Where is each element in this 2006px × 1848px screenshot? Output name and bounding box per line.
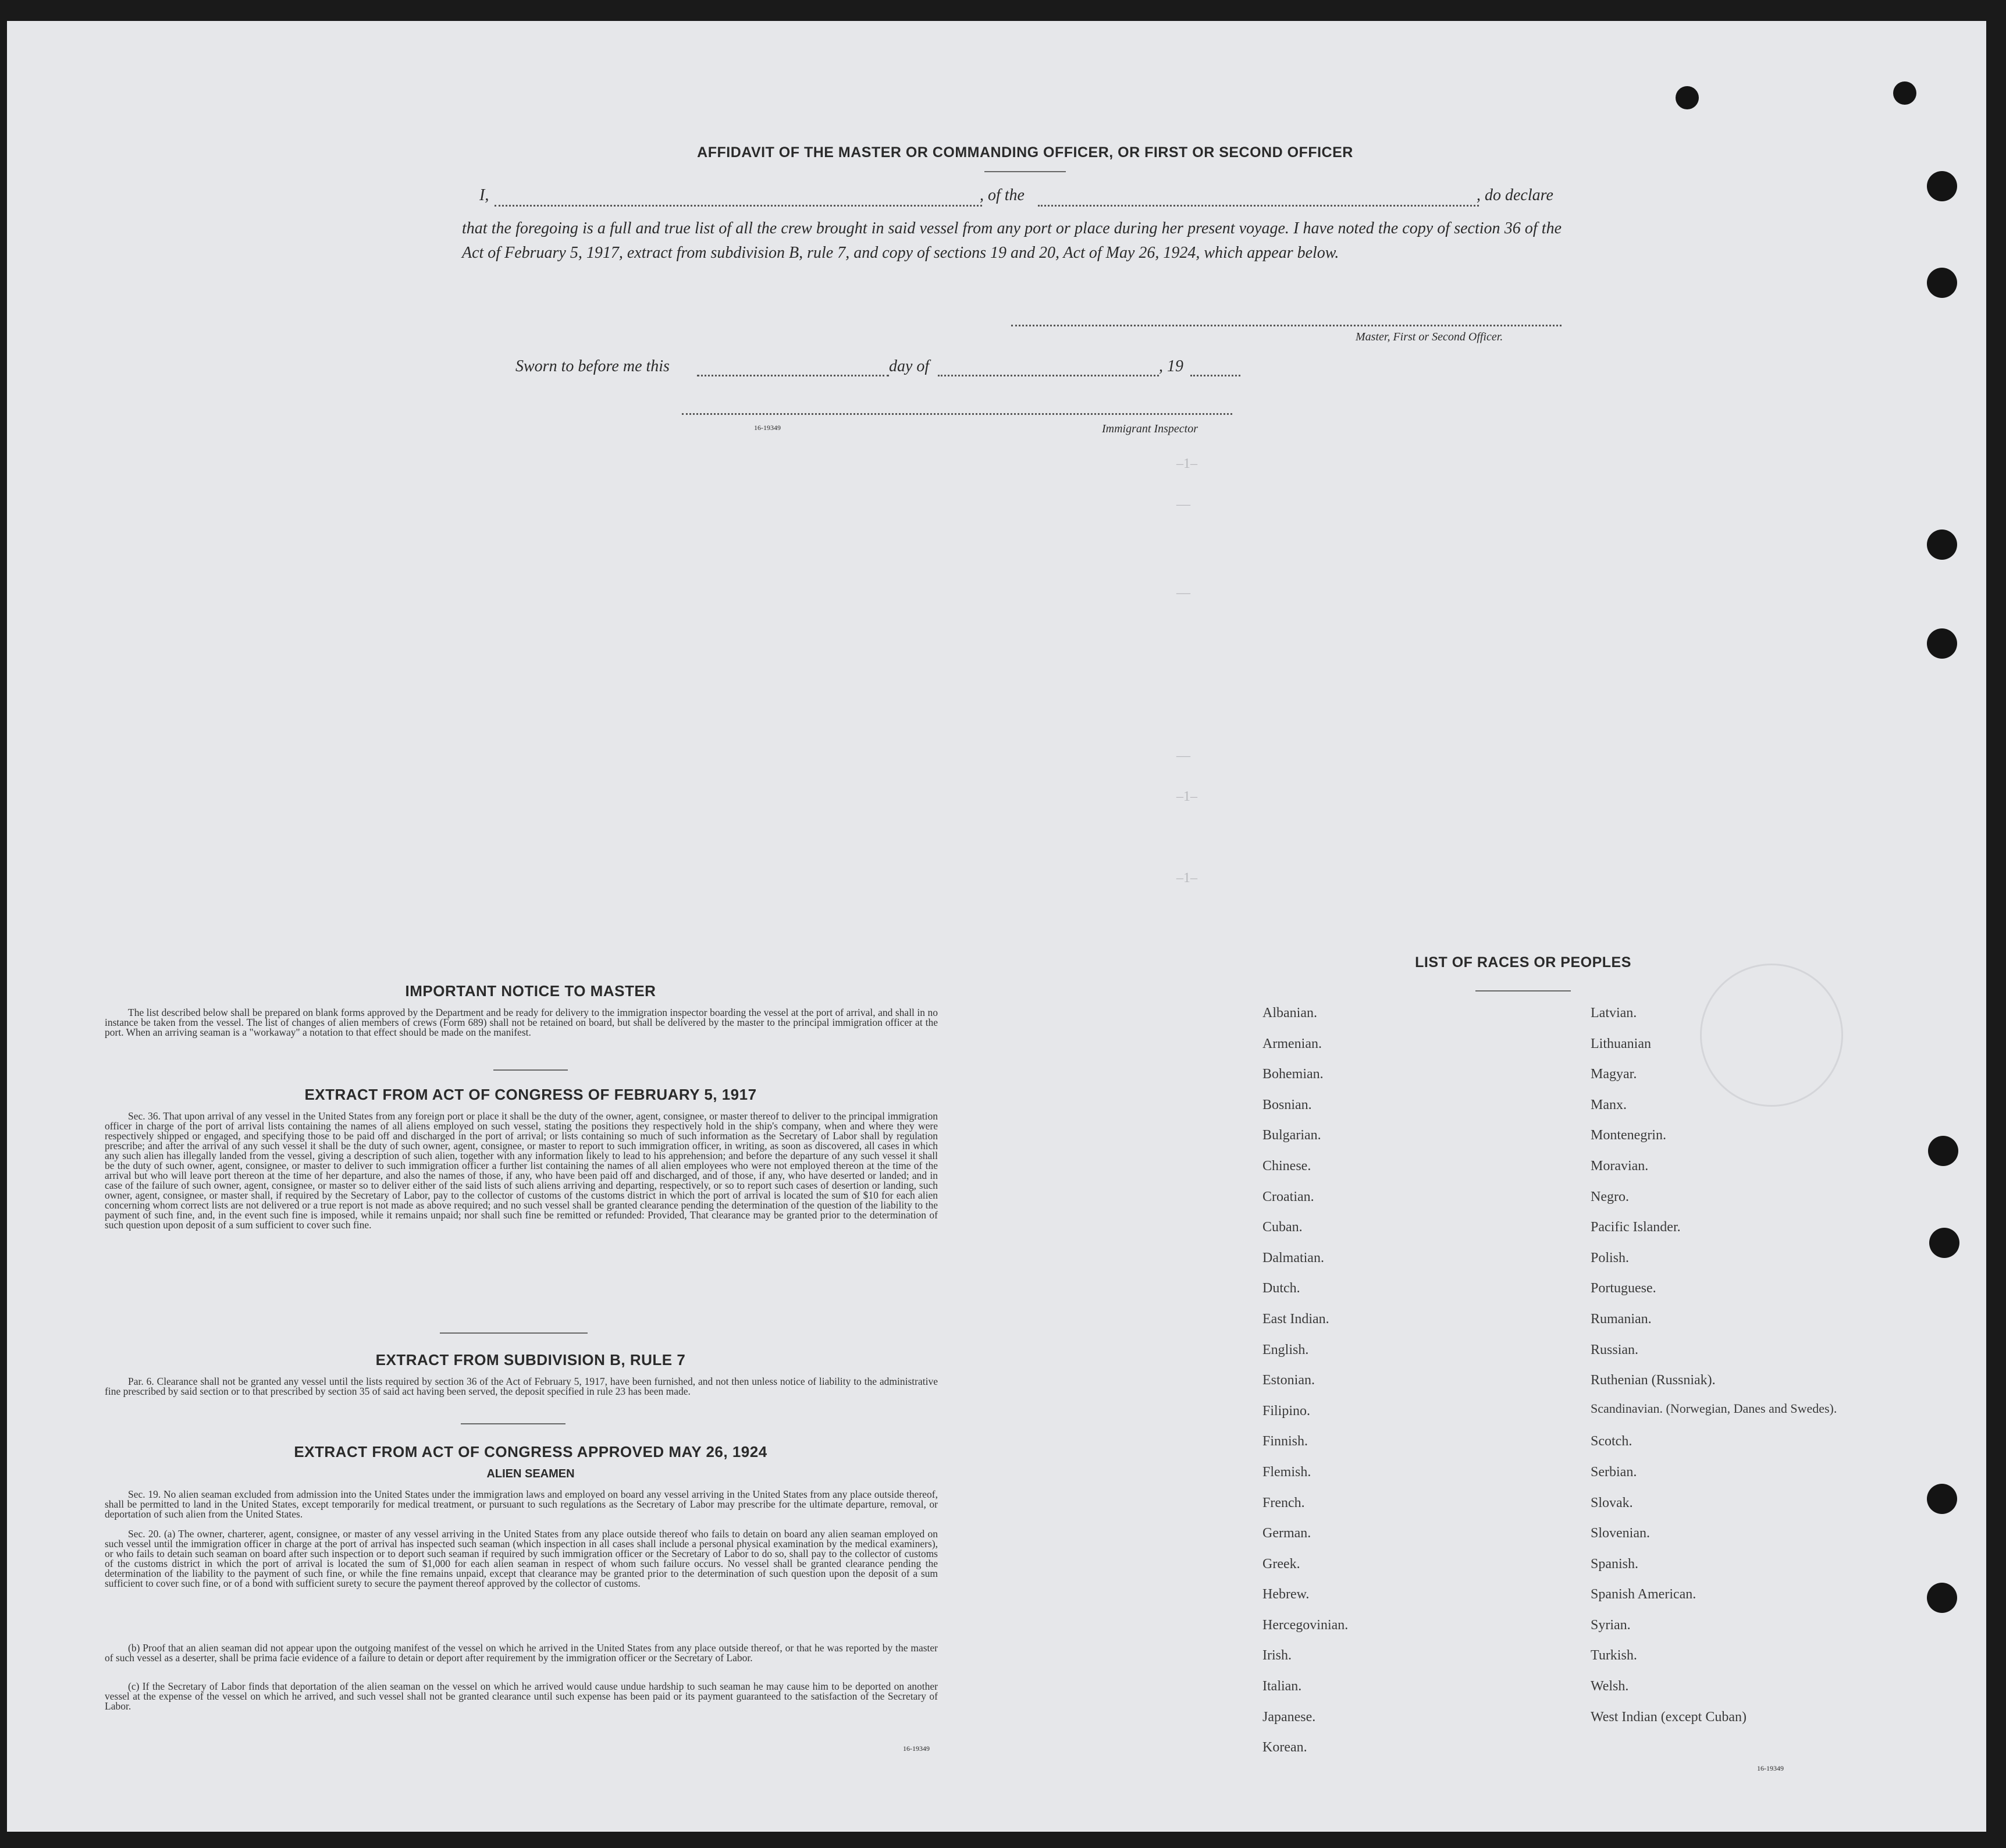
race-list-item: Montenegrin. [1591,1128,1666,1143]
race-list-item: Chinese. [1262,1158,1311,1174]
section-divider [493,1069,568,1071]
race-list-item: Albanian. [1262,1005,1317,1021]
race-list-item: Serbian. [1591,1464,1637,1480]
year-prefix: , 19 [1159,357,1183,375]
races-title: LIST OF RACES OR PEOPLES [1415,954,1631,971]
race-list-item: Portuguese. [1591,1281,1656,1296]
race-list-item: Filipino. [1262,1403,1311,1419]
title-divider [984,171,1066,172]
race-list-item: Bulgarian. [1262,1128,1321,1143]
sec19-text: Sec. 19. No alien seaman excluded from admission into the United States under the immigration laws and employed on board any vessel arriving in the United States from any place outside thereof, shall be permitted to land in the United States, except temporarily for medical treatment, or pursuant to such regulations as the Secretary of Labor may prescribe for the ultimate departure, removal, or deportation of such alien from the United States. [105,1488,938,1520]
punch-hole-icon [1927,268,1957,298]
races-right-column [1591,1004,1837,1739]
punch-hole-icon [1928,1136,1958,1166]
notice-text: The list described below shall be prepared on blank forms approved by the Department and be ready for delivery to the immigration inspector boarding the vessel at the port of arrival, and shall in no instance be taken from the vessel. The list of changes of alien members of crews (Form 689) shall not be retained on board, but shall be delivered by the master to the principal immigration officer at the port. When an arriving seaman is a "workaway" a notation to that effect should be made on the manifest. [105,1007,938,1038]
race-list-item: Armenian. [1262,1036,1322,1051]
race-list-item: Dalmatian. [1262,1250,1324,1266]
race-list-item: Manx. [1591,1097,1627,1113]
race-list-item: English. [1262,1342,1309,1357]
affidavit-title: AFFIDAVIT OF THE MASTER OR COMMANDING OFFICER, OR FIRST OR SECOND OFFICER [697,144,1353,161]
race-list-item: Spanish. [1591,1556,1639,1572]
bleed-through-mark: –1– [1176,789,1197,804]
day-of-label: day of [889,357,930,375]
race-list-item: East Indian. [1262,1311,1329,1327]
race-list-item: Dutch. [1262,1281,1300,1296]
race-list-item: Turkish. [1591,1648,1637,1664]
signature-line[interactable] [1011,325,1562,326]
race-list-item: Greek. [1262,1556,1300,1572]
sworn-year-field[interactable] [1190,375,1240,376]
races-form-number: 16-19349 [1757,1764,1784,1772]
race-list-item: Russian. [1591,1342,1639,1357]
race-list-item: Hebrew. [1262,1587,1310,1602]
race-list-item: Lithuanian [1591,1036,1651,1051]
race-list-item: Syrian. [1591,1617,1631,1633]
punch-hole-icon [1927,171,1957,201]
affidavit-form-number: 16-19349 [754,424,781,432]
races-divider [1475,990,1571,991]
races-left-column [1262,1004,1348,1769]
race-list-item: Scotch. [1591,1434,1632,1449]
race-list-item: French. [1262,1495,1305,1511]
bleed-through-mark: –– [1176,585,1190,600]
extract-1917-title: EXTRACT FROM ACT OF CONGRESS OF FEBRUARY 5, 1917 [304,1086,757,1103]
race-list-item: Finnish. [1262,1434,1308,1449]
race-list-item: Latvian. [1591,1005,1637,1021]
affidavit-body: that the foregoing is a full and true list of all the crew brought in said vessel from any port or place during her present voyage. I have noted the copy of section 36 of the Act of February 5, 1917, extract from subdivision B, rule 7, and copy of sections 19 and 20, Act of May 26, 1924, which appear below. [462,219,1562,262]
extract-rule7-text: Par. 6. Clearance shall not be granted any vessel until the lists required by section 36 of the Act of February 5, 1917, have been furnished, and not then unless notice of liability to the administrative fine prescribed by said section or to that prescribed by section 35 of said act having been served, the deposit specified in rule 23 has been made. [105,1376,938,1397]
punch-hole-icon [1893,81,1916,105]
extract-1924-title: EXTRACT FROM ACT OF CONGRESS APPROVED MAY 26, 1924 [294,1443,767,1460]
section-divider [461,1423,565,1424]
sec20a-text: Sec. 20. (a) The owner, charterer, agent, consignee, or master of any vessel arriving in the United States from any place outside thereof who fails to detain on board any alien seaman employed on such vessel until the immigration officer in charge at the port of arrival has inspected such seaman (which inspection in all cases shall include a personal physical examination by the medical examiners), or who fails to detain such seaman on board after such inspection or to deport such seaman if required by such immigration officer or the Secretary of Labor to do so, shall pay to the collector of customs of the customs district in which the port of arrival is located the sum of $1,000 for each alien seaman in respect of whom such failure occurs. No vessel shall be granted clearance pending the determination of the liability to the payment of such fine, or while the fine remains unpaid, except that clearance may be granted prior to the determination of such question upon the deposit of a sum sufficient to cover such fine, or of a bond with sufficient surety to secure the payment thereof approved by the collector of customs. [105,1528,938,1589]
sec20b-text: (b) Proof that an alien seaman did not appear upon the outgoing manifest of the vessel on which he arrived in the United States from any place outside thereof, or that he was reported by the master of such vessel as a deserter, shall be prima facie evidence of a failure to detain or deport after requirement by the immigration officer or the Secretary of Labor. [105,1642,938,1664]
extract-1917-text: Sec. 36. That upon arrival of any vessel in the United States from any foreign port or place it shall be the duty of the owner, agent, consignee, or master thereof to deliver to the principal immigration officer in charge of the port of arrival lists containing the names of all aliens employed on such vessel, stating the positions they respectively hold in the ship's company, when and where they were respectively shipped or engaged, and specifying those to be paid off and discharged in the port of arrival; or lists containing so much of such information as the Secretary of Labor shall by regulation prescribe; and after the arrival of any such vessel it shall be the duty of such owner, agent, consignee, or master to report to such immigration officer, in writing, as soon as discovered, all cases in which any such alien has illegally landed from the vessel, giving a description of such alien, together with any information likely to lead to his apprehension; and before the departure of any such vessel it shall be the duty of such owner, agent, consignee, or master to deliver to such immigration officer a further list containing the names of all alien employees who were not employed thereon at the time of the arrival but who will leave port thereon at the time of her departure, and also the names of those, if any, who have been paid off and discharged, and of those, if any, who have deserted or landed; and in case of the failure of such owner, agent, consignee, or master so to deliver either of the said lists of such aliens arriving and departing, respectively, or so to report such cases of desertion or landing, such owner, agent, consignee, or master shall, if required by the Secretary of Labor, pay to the collector of customs of the customs district in which the port of arrival is located the sum of $10 for each alien concerning whom correct lists are not delivered or a true report is not made as above required; and no such vessel shall be granted clearance pending the determination of the question of the liability to the payment of such fine, and, in the event such fine is imposed, while it remains unpaid; nor shall such fine be remitted or refunded: Provided, That clearance may be granted prior to the determination of such question upon deposit of a sum sufficient to cover such fine. [105,1110,938,1231]
race-list-item: Bosnian. [1262,1097,1312,1113]
punch-hole-icon [1676,86,1699,109]
race-list-item: Ruthenian (Russniak). [1591,1373,1716,1388]
race-list-item: Spanish American. [1591,1587,1696,1602]
punch-hole-icon [1927,1583,1957,1613]
race-list-item: Irish. [1262,1648,1292,1664]
race-list-item: Flemish. [1262,1464,1311,1480]
race-list-item: Slovak. [1591,1495,1633,1511]
inspector-label: Immigrant Inspector [1102,422,1198,435]
inspector-signature-line[interactable] [682,413,1232,415]
punch-hole-icon [1929,1228,1959,1258]
race-list-item: Estonian. [1262,1373,1315,1388]
punch-hole-icon [1927,628,1957,659]
race-list-item: West Indian (except Cuban) [1591,1709,1747,1725]
affidavit-do-declare: , do declare [1477,186,1553,204]
bleed-through-mark: –1– [1176,870,1197,886]
signature-label: Master, First or Second Officer. [1356,330,1503,343]
race-list-item: Hercegovinian. [1262,1617,1349,1633]
race-list-item: Slovenian. [1591,1526,1650,1541]
sec20c-text: (c) If the Secretary of Labor finds that deportation of the alien seaman on the vessel on which he arrived would cause undue hardship to such seaman he may cause him to be deported on another vessel at the expense of the vessel on which he arrived, and such vessel shall not be granted clearance until such expense has been paid or its payment guaranteed to the satisfaction of the Secretary of Labor. [105,1680,938,1712]
race-list-item: Pacific Islander. [1591,1220,1681,1235]
race-list-item: Magyar. [1591,1067,1637,1082]
race-list-item: Scandinavian. (Norwegian, Danes and Swedes). [1591,1401,1837,1416]
extract-1924-subtitle: ALIEN SEAMEN [486,1467,575,1480]
race-list-item: Moravian. [1591,1158,1649,1174]
race-list-item: Rumanian. [1591,1311,1652,1327]
race-list-item: Cuban. [1262,1220,1303,1235]
affidavit-of-the: , of the [980,186,1025,204]
punch-hole-icon [1927,529,1957,560]
race-list-item: Welsh. [1591,1679,1629,1694]
section-divider [440,1332,588,1334]
race-list-item: Japanese. [1262,1709,1316,1725]
document-page [7,21,1986,1832]
race-list-item: Korean. [1262,1740,1307,1755]
affidavit-i-prefix: I, [479,186,489,204]
notice-title: IMPORTANT NOTICE TO MASTER [405,982,656,1000]
declarant-name-field[interactable] [495,205,982,207]
race-list-item: Bohemian. [1262,1067,1324,1082]
bleed-through-mark: –– [1176,497,1190,512]
race-list-item: Croatian. [1262,1189,1314,1204]
race-list-item: Italian. [1262,1679,1302,1694]
sworn-day-field[interactable] [697,375,889,376]
sworn-prefix: Sworn to before me this [515,357,670,375]
sworn-month-field[interactable] [938,375,1159,376]
bleed-through-mark: –– [1176,748,1190,763]
race-list-item: Negro. [1591,1189,1629,1204]
race-list-item: German. [1262,1526,1311,1541]
race-list-item: Polish. [1591,1250,1630,1266]
extract-rule7-title: EXTRACT FROM SUBDIVISION B, RULE 7 [375,1351,686,1369]
punch-hole-icon [1927,1484,1957,1514]
extract-form-number: 16-19349 [903,1744,930,1753]
vessel-name-field[interactable] [1038,205,1479,207]
bleed-through-mark: –1– [1176,456,1197,471]
